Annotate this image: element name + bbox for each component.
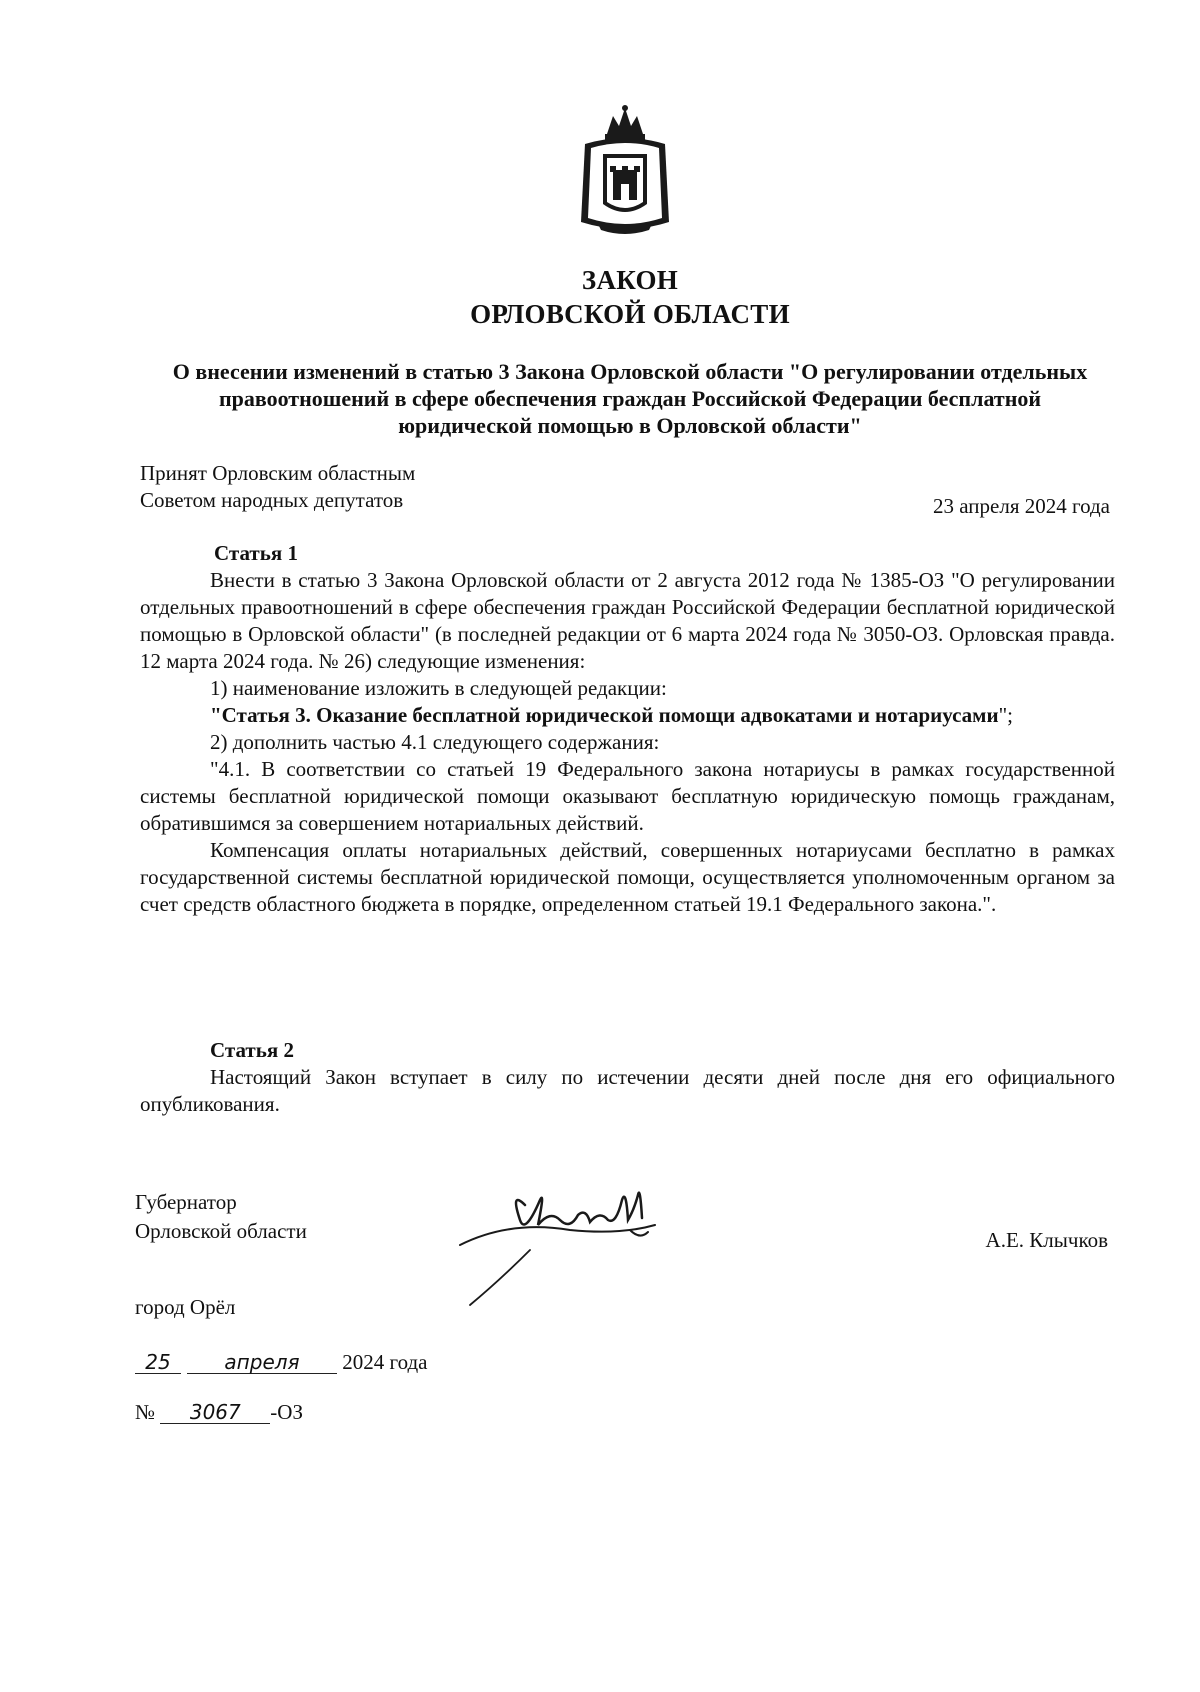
signing-date	[135, 1350, 428, 1375]
title-region: ОРЛОВСКОЙ ОБЛАСТИ	[470, 299, 790, 329]
title-law: ЗАКОН	[581, 265, 679, 295]
article-1-item-2: 2) дополнить частью 4.1 следующего содержания:	[210, 730, 660, 754]
article-1-paragraph: Внести в статью 3 Закона Орловской области от 2 августа 2012 года № 1385-ОЗ "О регулировании отдельных правоотношений в сфере обеспечения граждан Российской Федерации бесплатной юридической помощью в Орловской области" (в последней редакции от 6 марта 2024 года № 3050-ОЗ. Орловская правда. 12 марта 2024 года. № 26) следующие изменения:	[140, 568, 1115, 673]
signing-year: 2024 года	[342, 1350, 428, 1374]
law-subtitle: О внесении изменений в статью 3 Закона Орловской области "О регулировании отдельных правоотношений в сфере обеспечения граждан Российской Федерации бесплатной юридической помощью в Орловской области"	[172, 359, 1088, 438]
governor-name: А.Е. Клычков	[985, 1228, 1108, 1252]
handwritten-signature-icon	[450, 1180, 680, 1330]
article-1-item-2-paragraph-2: Компенсация оплаты нотариальных действий, совершенных нотариусами бесплатно в рамках государственной системы бесплатной юридической помощи, осуществляется уполномоченным органом за счет средств областного бюджета в порядке, определенном статьей 19.1 Федерального закона.".	[140, 838, 1115, 916]
adoption-date: 23 апреля 2024 года	[933, 494, 1110, 518]
number-sign: №	[135, 1400, 156, 1424]
adoption-info	[140, 460, 415, 514]
article-2-heading: Статья 2	[210, 1038, 294, 1062]
new-article-title-end: ";	[998, 703, 1013, 727]
law-number-value: 3067	[160, 1401, 270, 1424]
article-1	[140, 540, 1115, 918]
adoption-line-1: Принят Орловским областным	[140, 461, 416, 485]
article-1-item-1: 1) наименование изложить в следующей редакции:	[210, 676, 667, 700]
new-article-title: "Статья 3. Оказание бесплатной юридической помощи адвокатами и нотариусами	[210, 703, 999, 727]
city: город Орёл	[135, 1295, 236, 1319]
coat-of-arms-icon	[577, 104, 673, 244]
article-1-heading: Статья 1	[214, 541, 298, 565]
article-2	[140, 1037, 1115, 1118]
article-1-item-2-paragraph-1: "4.1. В соответствии со статьей 19 Федерального закона нотариусы в рамках государственной системы бесплатной юридической помощи оказывают бесплатную юридическую помощь гражданам, обратившимся за совершением нотариальных действий.	[140, 757, 1115, 835]
document-title	[0, 263, 1200, 331]
article-2-paragraph: Настоящий Закон вступает в силу по истечении десяти дней после дня его официального опубликования.	[140, 1065, 1115, 1116]
signing-day: 25	[135, 1351, 181, 1374]
law-number	[135, 1400, 303, 1425]
governor-title	[135, 1188, 307, 1246]
governor-title-line-2: Орловской области	[135, 1219, 307, 1243]
signing-month: апреля	[187, 1351, 337, 1374]
article-1-item-1-text	[140, 702, 1115, 729]
adoption-line-2: Советом народных депутатов	[140, 488, 404, 512]
law-number-suffix: -ОЗ	[270, 1400, 303, 1424]
governor-title-line-1: Губернатор	[135, 1190, 237, 1214]
